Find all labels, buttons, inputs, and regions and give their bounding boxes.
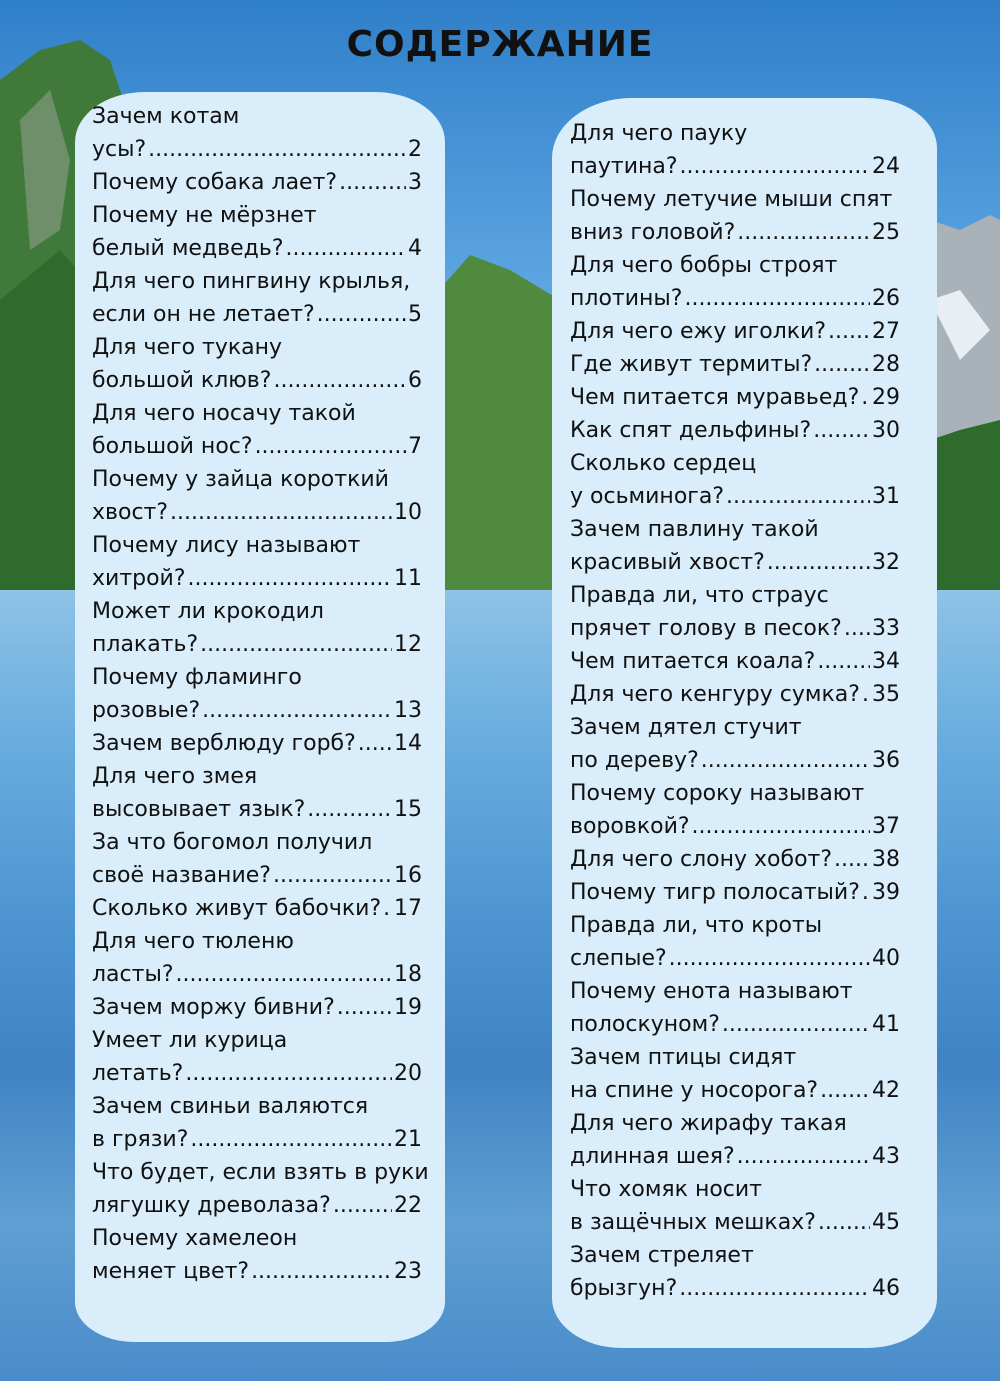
dot-leader: [669, 942, 870, 975]
right-forest: [930, 420, 1000, 590]
toc-page-number: 41: [872, 1012, 900, 1037]
toc-entry-title-line1: Для чего бобры строят: [570, 253, 838, 278]
toc-page-number: 12: [394, 632, 422, 657]
toc-entry[interactable]: [92, 1222, 422, 1288]
toc-entry-title-line2: Как спят дельфины?: [570, 418, 812, 443]
dot-leader: [680, 150, 870, 183]
dot-leader: [679, 1272, 870, 1305]
toc-entry-title-line2: Для чего кенгуру сумка?: [570, 682, 860, 707]
toc-entry[interactable]: [92, 463, 422, 529]
toc-entry[interactable]: [92, 760, 422, 826]
toc-page-number: 3: [408, 170, 422, 195]
toc-entry-title-line1: Зачем свиньи валяются: [92, 1094, 369, 1119]
toc-entry-title-line2: Сколько живут бабочки?: [92, 896, 382, 921]
toc-entry-title-line2: Чем питается коала?: [570, 649, 816, 674]
dot-leader: [188, 562, 392, 595]
toc-entry-title-line2: в защёчных мешках?: [570, 1210, 816, 1235]
toc-page-number: 27: [872, 319, 900, 344]
toc-page-number: 46: [872, 1276, 900, 1301]
toc-entry-title-line1: Почему енота называют: [570, 979, 853, 1004]
toc-entry-title-line2: плотины?: [570, 286, 683, 311]
toc-entry[interactable]: [92, 1024, 422, 1090]
toc-entry-title-line1: Что хомяк носит: [570, 1177, 762, 1202]
toc-page-number: 15: [394, 797, 422, 822]
toc-entry-title-line1: Зачем птицы сидят: [570, 1045, 797, 1070]
toc-entry-title-line2: высовывает язык?: [92, 797, 306, 822]
toc-entry[interactable]: [570, 975, 900, 1041]
dot-leader: [339, 166, 406, 199]
dot-leader: [307, 793, 392, 826]
toc-entry[interactable]: [570, 513, 900, 579]
toc-entry-title-line1: Для чего змея: [92, 764, 258, 789]
toc-entry-title-line1: Зачем котам: [92, 104, 240, 129]
toc-page-number: 5: [408, 302, 422, 327]
toc-entry-title-line2: Где живут термиты?: [570, 352, 813, 377]
toc-page-number: 13: [394, 698, 422, 723]
dot-leader: [737, 216, 870, 249]
page-title: СОДЕРЖАНИЕ: [346, 24, 654, 65]
dot-leader: [767, 546, 870, 579]
toc-entry[interactable]: [570, 843, 900, 876]
toc-entry[interactable]: [570, 348, 900, 381]
toc-page-number: 6: [408, 368, 422, 393]
toc-page-number: 16: [394, 863, 422, 888]
toc-entry[interactable]: [570, 1173, 900, 1239]
toc-entry[interactable]: [570, 381, 900, 414]
dot-leader: [255, 430, 406, 463]
toc-entry-title-line2: усы?: [92, 137, 147, 162]
toc-page-number: 17: [394, 896, 422, 921]
toc-page-number: 39: [872, 880, 900, 905]
toc-page-number: 18: [394, 962, 422, 987]
dot-leader: [170, 496, 392, 529]
toc-list-left: [92, 100, 429, 1288]
dot-leader: [358, 727, 392, 760]
toc-page-number: 4: [408, 236, 422, 261]
dot-leader: [286, 232, 406, 265]
toc-entry-title-line2: прячет голову в песок?: [570, 616, 842, 641]
toc-entry-title-line1: Для чего носачу такой: [92, 401, 356, 426]
toc-entry-title-line2: в грязи?: [92, 1127, 189, 1152]
dot-leader: [200, 628, 392, 661]
toc-page-number: 42: [872, 1078, 900, 1103]
toc-entry-title-line2: на спине у носорога?: [570, 1078, 819, 1103]
toc-entry-title-line1: Почему хамелеон: [92, 1226, 298, 1251]
toc-entry[interactable]: [570, 678, 900, 711]
dot-leader: [333, 1189, 392, 1222]
toc-entry-title-line1: Почему лису называют: [92, 533, 361, 558]
dot-leader: [251, 1255, 392, 1288]
toc-page-number: 2: [408, 137, 422, 162]
toc-entry-title-line2: Чем питается муравьед?: [570, 385, 860, 410]
dot-leader: [317, 298, 406, 331]
toc-entry-title-line1: Почему не мёрзнет: [92, 203, 317, 228]
toc-entry[interactable]: [92, 925, 422, 991]
toc-entry-title-line2: Для чего слону хобот?: [570, 847, 833, 872]
toc-page-number: 31: [872, 484, 900, 509]
toc-entry-title-line1: Что будет, если взять в руки: [92, 1160, 429, 1185]
dot-leader: [148, 133, 406, 166]
dot-leader: [337, 991, 392, 1024]
toc-entry[interactable]: [570, 117, 900, 183]
toc-entry-title-line1: Для чего тюленю: [92, 929, 294, 954]
toc-entry-title-line2: полоскуном?: [570, 1012, 720, 1037]
toc-entry[interactable]: [92, 1090, 422, 1156]
toc-entry-title-line2: Зачем верблюду горб?: [92, 731, 356, 756]
toc-entry[interactable]: [92, 166, 422, 199]
toc-entry-title-line1: Зачем павлину такой: [570, 517, 819, 542]
toc-entry-title-line1: Может ли крокодил: [92, 599, 324, 624]
toc-entry-title-line2: меняет цвет?: [92, 1259, 250, 1284]
toc-entry-title-line2: лягушку древолаза?: [92, 1193, 331, 1218]
dot-leader: [861, 381, 870, 414]
dot-leader: [383, 892, 392, 925]
dot-leader: [862, 876, 870, 909]
toc-entry-title-line2: ласты?: [92, 962, 174, 987]
toc-page-number: 35: [872, 682, 900, 707]
toc-page-number: 22: [394, 1193, 422, 1218]
toc-entry-title-line2: розовые?: [92, 698, 201, 723]
toc-entry[interactable]: [92, 826, 422, 892]
toc-entry[interactable]: [92, 397, 422, 463]
toc-page-number: 40: [872, 946, 900, 971]
toc-entry[interactable]: [92, 529, 422, 595]
toc-entry-title-line1: Сколько сердец: [570, 451, 757, 476]
toc-entry-title-line2: по дереву?: [570, 748, 699, 773]
toc-page-number: 26: [872, 286, 900, 311]
toc-entry[interactable]: [570, 315, 900, 348]
toc-entry-title-line2: большой клюв?: [92, 368, 272, 393]
dot-leader: [817, 645, 870, 678]
toc-page-number: 23: [394, 1259, 422, 1284]
dot-leader: [862, 678, 870, 711]
toc-entry-title-line2: большой нос?: [92, 434, 253, 459]
toc-page-number: 25: [872, 220, 900, 245]
toc-entry[interactable]: [570, 579, 900, 645]
toc-entry-title-line2: хвост?: [92, 500, 169, 525]
toc-entry-title-line2: своё название?: [92, 863, 271, 888]
toc-entry[interactable]: [570, 1239, 900, 1305]
toc-page-number: 11: [394, 566, 422, 591]
dot-leader: [737, 1140, 870, 1173]
dot-leader: [834, 843, 870, 876]
toc-entry-title-line2: слепые?: [570, 946, 667, 971]
toc-entry[interactable]: [92, 991, 422, 1024]
toc-page-number: 20: [394, 1061, 422, 1086]
dot-leader: [820, 1074, 870, 1107]
toc-entry-title-line1: Зачем стреляет: [570, 1243, 754, 1268]
toc-entry-title-line2: Почему тигр полосатый?: [570, 880, 860, 905]
toc-entry[interactable]: [92, 199, 422, 265]
dot-leader: [273, 364, 406, 397]
toc-entry[interactable]: [570, 183, 900, 249]
toc-entry[interactable]: [570, 777, 900, 843]
toc-entry-title-line2: Для чего ежу иголки?: [570, 319, 827, 344]
dot-leader: [273, 859, 392, 892]
toc-entry-title-line1: Для чего пингвину крылья,: [92, 269, 411, 294]
dot-leader: [190, 1123, 392, 1156]
toc-entry-title-line1: Для чего жирафу такая: [570, 1111, 847, 1136]
toc-entry-title-line1: Почему летучие мыши спят: [570, 187, 893, 212]
toc-entry-title-line2: паутина?: [570, 154, 678, 179]
toc-entry[interactable]: [570, 909, 900, 975]
toc-entry[interactable]: [570, 711, 900, 777]
toc-entry-title-line1: Для чего пауку: [570, 121, 748, 146]
dot-leader: [726, 480, 870, 513]
toc-page-number: 7: [408, 434, 422, 459]
toc-entry[interactable]: [92, 595, 422, 661]
toc-page-number: 21: [394, 1127, 422, 1152]
toc-entry-title-line2: у осьминога?: [570, 484, 724, 509]
toc-entry[interactable]: [92, 727, 422, 760]
toc-entry-title-line1: Умеет ли курица: [92, 1028, 288, 1053]
dot-leader: [813, 414, 870, 447]
toc-entry-title-line2: Зачем моржу бивни?: [92, 995, 335, 1020]
toc-entry-title-line2: летать?: [92, 1061, 184, 1086]
toc-page-number: 37: [872, 814, 900, 839]
toc-entry-title-line2: воровкой?: [570, 814, 690, 839]
toc-entry[interactable]: [92, 892, 422, 925]
dot-leader: [185, 1057, 392, 1090]
dot-leader: [701, 744, 870, 777]
toc-entry-title-line2: Почему собака лает?: [92, 170, 338, 195]
toc-entry[interactable]: [92, 661, 422, 727]
toc-entry-title-line2: плакать?: [92, 632, 199, 657]
toc-entry[interactable]: [92, 100, 422, 166]
toc-entry-title-line1: Правда ли, что кроты: [570, 913, 823, 938]
dot-leader: [684, 282, 870, 315]
toc-entry[interactable]: [570, 876, 900, 909]
dot-leader: [202, 694, 392, 727]
toc-entry-title-line1: Почему фламинго: [92, 665, 302, 690]
dot-leader: [844, 612, 870, 645]
dot-leader: [828, 315, 870, 348]
dot-leader: [722, 1008, 870, 1041]
toc-entry-title-line2: длинная шея?: [570, 1144, 735, 1169]
toc-entry[interactable]: [570, 447, 900, 513]
toc-page-number: 32: [872, 550, 900, 575]
toc-entry[interactable]: [92, 331, 422, 397]
toc-list-right: [570, 117, 900, 1305]
toc-entry[interactable]: [570, 249, 900, 315]
toc-entry[interactable]: [92, 265, 422, 331]
toc-page-number: 36: [872, 748, 900, 773]
toc-entry-title-line1: Для чего тукану: [92, 335, 283, 360]
toc-page-number: 28: [872, 352, 900, 377]
toc-entry[interactable]: [570, 414, 900, 447]
toc-entry-title-line2: белый медведь?: [92, 236, 284, 261]
toc-page-number: 38: [872, 847, 900, 872]
dot-leader: [176, 958, 392, 991]
toc-page-number: 29: [872, 385, 900, 410]
toc-page-number: 33: [872, 616, 900, 641]
toc-entry-title-line1: Правда ли, что страус: [570, 583, 829, 608]
toc-entry-title-line1: Почему сороку называют: [570, 781, 865, 806]
toc-entry-title-line1: Зачем дятел стучит: [570, 715, 802, 740]
dot-leader: [692, 810, 870, 843]
toc-entry-title-line2: если он не летает?: [92, 302, 315, 327]
toc-entry-title-line2: брызгун?: [570, 1276, 678, 1301]
dot-leader: [818, 1206, 870, 1239]
dot-leader: [814, 348, 870, 381]
toc-page-number: 45: [872, 1210, 900, 1235]
toc-entry-title-line2: хитрой?: [92, 566, 186, 591]
toc-page-number: 34: [872, 649, 900, 674]
toc-entry[interactable]: [92, 1156, 429, 1222]
toc-entry[interactable]: [570, 1041, 900, 1107]
toc-page-number: 10: [394, 500, 422, 525]
toc-entry[interactable]: [570, 645, 900, 678]
toc-page-number: 14: [394, 731, 422, 756]
toc-page-number: 30: [872, 418, 900, 443]
toc-entry-title-line2: вниз головой?: [570, 220, 736, 245]
toc-entry-title-line1: Почему у зайца короткий: [92, 467, 389, 492]
toc-page-number: 43: [872, 1144, 900, 1169]
toc-page-number: 24: [872, 154, 900, 179]
toc-entry-title-line1: За что богомол получил: [92, 830, 373, 855]
toc-page-number: 19: [394, 995, 422, 1020]
toc-entry[interactable]: [570, 1107, 900, 1173]
toc-entry-title-line2: красивый хвост?: [570, 550, 765, 575]
